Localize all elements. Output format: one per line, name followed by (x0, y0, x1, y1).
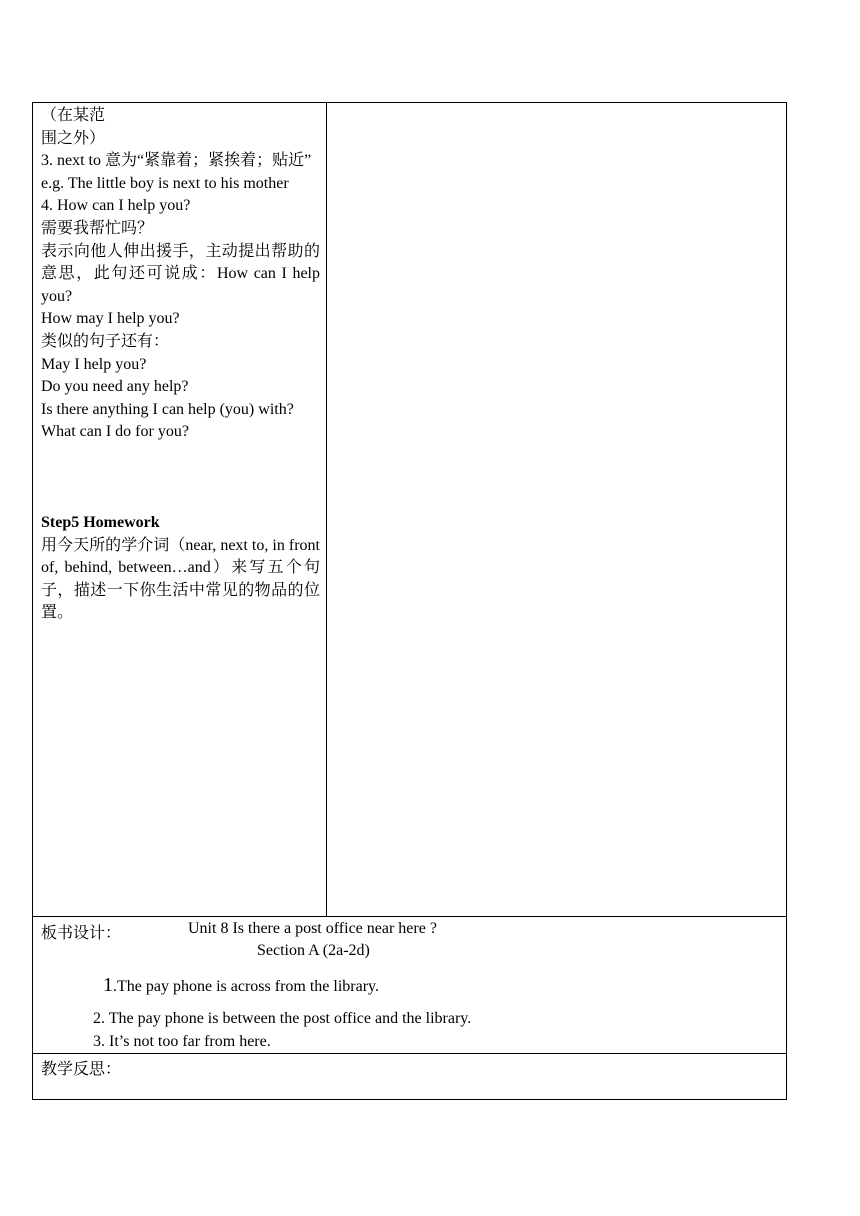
homework-heading: Step5 Homework (41, 513, 160, 531)
notes-line: e.g. The little boy is next to his mother (41, 174, 289, 192)
notes-line: May I help you? (41, 355, 147, 373)
lesson-plan-table (32, 102, 787, 1100)
content-row (33, 103, 787, 917)
notes-line: 围之外） (41, 129, 106, 147)
board-item-1 (103, 974, 379, 997)
notes-line: 表示向他人伸出援手，主动提出帮助的意思，此句还可说成：How can I help you? (41, 242, 320, 305)
notes-line: What can I do for you? (41, 423, 189, 441)
reflection-cell (33, 1054, 787, 1100)
notes-line: How may I help you? (41, 310, 180, 328)
spacer (41, 444, 320, 512)
notes-line: 类似的句子还有： (41, 332, 170, 350)
board-item-3: 3. It’s not too far from here. (93, 1033, 271, 1050)
board-item-1-text: .The pay phone is across from the library. (113, 978, 379, 995)
board-title: Unit 8 Is there a post office near here ? (188, 920, 437, 937)
homework-text: 用今天所的学介词（near, next to, in front of, behind, between…and）来写五个句子，描述一下你生活中常见的物品的位置。 (41, 536, 320, 622)
board-item-2: 2. The pay phone is between the post office and the library. (93, 1010, 472, 1027)
reflection-label: 教学反思： (41, 1061, 122, 1078)
board-design-label: 板书设计： (41, 925, 122, 942)
notes-line: Is there anything I can help (you) with? (41, 400, 294, 418)
board-design-cell (33, 917, 787, 1054)
notes-line: 4. How can I help you? (41, 197, 191, 215)
notes-line: Do you need any help? (41, 378, 189, 396)
board-section: Section A (2a-2d) (257, 942, 370, 959)
reflection-row (33, 1054, 787, 1100)
notes-line: 需要我帮忙吗？ (41, 219, 154, 237)
notes-line: （在某范 (41, 107, 106, 124)
notes-line: 3. next to 意为“紧靠着；紧挨着；贴近” (41, 152, 312, 170)
notes-cell (33, 103, 327, 917)
board-item-1-number: 1 (103, 974, 113, 996)
blank-cell (327, 103, 787, 917)
board-design-row (33, 917, 787, 1054)
